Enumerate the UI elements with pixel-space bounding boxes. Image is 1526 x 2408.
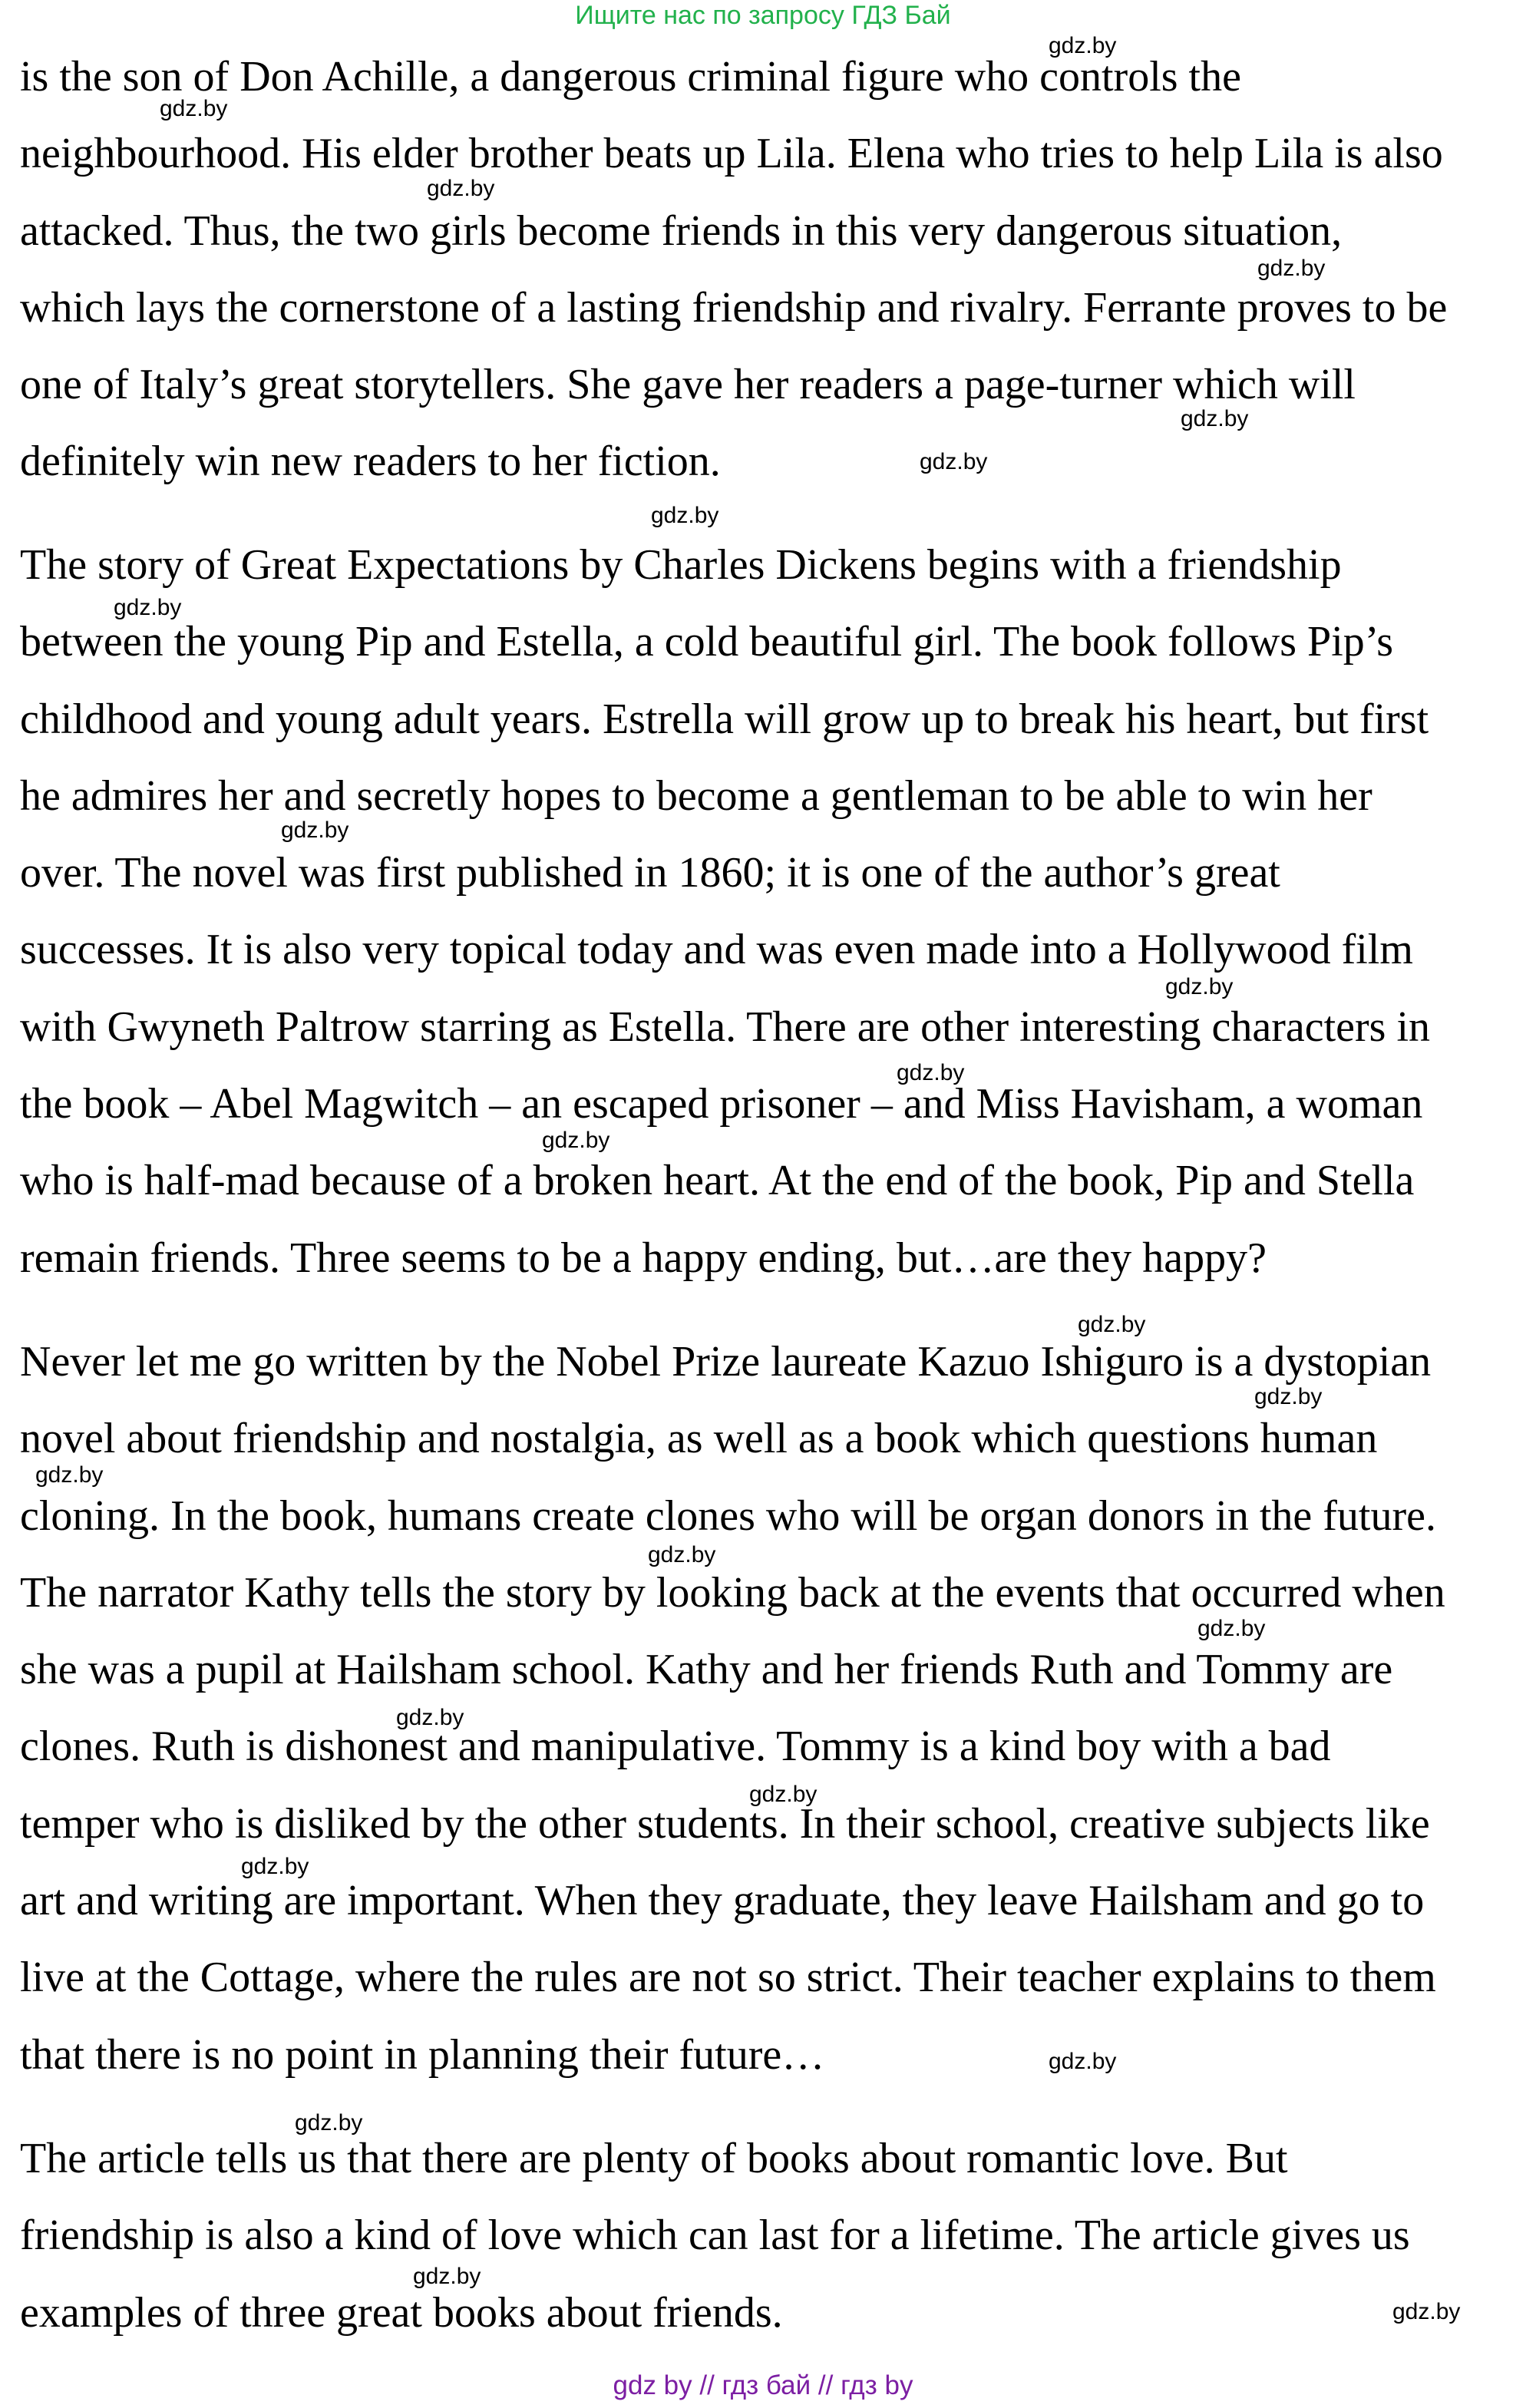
watermark: gdz.by (413, 2264, 481, 2289)
watermark: gdz.by (1254, 1384, 1323, 1409)
text-line: The story of Great Expectations by Charles Dickens begins with a friendship (20, 541, 1342, 589)
watermark: gdz.by (648, 1542, 716, 1567)
text-line: neighbourhood. His elder brother beats up Lila. Elena who tries to help Lila is also (20, 130, 1443, 178)
text-line: novel about friendship and nostalgia, as well as a book which questions human (20, 1415, 1378, 1463)
text-line: clones. Ruth is dishonest and manipulative. Tommy is a kind boy with a bad (20, 1723, 1331, 1771)
text-line: The article tells us that there are plenty of books about romantic love. But (20, 2135, 1288, 2182)
paragraph-dickens (20, 527, 1521, 1296)
text-line: with Gwyneth Paltrow starring as Estella. There are other interesting characters in (20, 1003, 1431, 1051)
text-line: is the son of Don Achille, a dangerous criminal figure who controls the (20, 53, 1241, 101)
text-line: The narrator Kathy tells the story by looking back at the events that occurred when (20, 1568, 1445, 1617)
text-line: childhood and young adult years. Estrella will grow up to break his heart, but first (20, 695, 1429, 743)
text-line: friendship is also a kind of love which can last for a lifetime. The article gives us (20, 2211, 1410, 2260)
text-line: definitely win new readers to her fiction. (20, 438, 721, 486)
watermark: gdz.by (241, 1854, 309, 1879)
watermark: gdz.by (542, 1128, 610, 1153)
text-line: who is half-mad because of a broken heart. At the end of the book, Pip and Stella (20, 1157, 1415, 1205)
paragraph-ishiguro (20, 1323, 1521, 2093)
text-line: temper who is disliked by the other students. In their school, creative subjects like (20, 1799, 1430, 1848)
watermark: gdz.by (1392, 2299, 1461, 2324)
text-line: successes. It is also very topical today and was even made into a Hollywood film (20, 926, 1413, 974)
text-line: one of Italy’s great storytellers. She gave her readers a page-turner which will (20, 361, 1356, 409)
watermark: gdz.by (1197, 1616, 1266, 1641)
watermark: gdz.by (160, 96, 228, 121)
text-line: attacked. Thus, the two girls become friends in this very dangerous situation, (20, 206, 1343, 255)
text-line: between the young Pip and Estella, a cold beautiful girl. The book follows Pip’s (20, 618, 1394, 666)
watermark: gdz.by (1165, 974, 1234, 999)
watermark: gdz.by (1049, 33, 1117, 58)
watermark: gdz.by (749, 1782, 818, 1807)
watermark: gdz.by (1078, 1312, 1146, 1337)
watermark: gdz.by (1257, 256, 1326, 281)
top-banner: Ищите нас по запросу ГДЗ Бай (575, 1, 951, 30)
watermark: gdz.by (920, 449, 988, 474)
text-line: examples of three great books about friends. (20, 2288, 783, 2337)
text-line: the book – Abel Magwitch – an escaped prisoner – and Miss Havisham, a woman (20, 1080, 1423, 1128)
footer-links: gdz by // гдз бай // гдз by (613, 2370, 913, 2400)
text-line: she was a pupil at Hailsham school. Kathy and her friends Ruth and Tommy are (20, 1646, 1393, 1694)
text-line: art and writing are important. When they graduate, they leave Hailsham and go to (20, 1877, 1425, 1925)
text-line: remain friends. Three seems to be a happy ending, but…are they happy? (20, 1234, 1267, 1282)
watermark: gdz.by (1181, 406, 1249, 431)
watermark: gdz.by (295, 2110, 363, 2135)
watermark: gdz.by (651, 503, 719, 528)
watermark: gdz.by (427, 176, 495, 201)
text-line: which lays the cornerstone of a lasting friendship and rivalry. Ferrante proves to be (20, 283, 1448, 332)
paragraph-conclusion (20, 2120, 1521, 2351)
text-line: over. The novel was first published in 1860; it is one of the author’s great (20, 849, 1280, 897)
text-line: that there is no point in planning their future… (20, 2030, 825, 2079)
text-line: cloning. In the book, humans create clones who will be organ donors in the future. (20, 1491, 1436, 1540)
watermark: gdz.by (35, 1462, 104, 1488)
watermark: gdz.by (897, 1060, 965, 1085)
watermark: gdz.by (114, 595, 182, 620)
watermark: gdz.by (396, 1705, 464, 1730)
text-line: Never let me go written by the Nobel Prize laureate Kazuo Ishiguro is a dystopian (20, 1338, 1432, 1386)
text-line: he admires her and secretly hopes to become a gentleman to be able to win her (20, 771, 1372, 820)
text-line: live at the Cottage, where the rules are not so strict. Their teacher explains to them (20, 1954, 1436, 2002)
watermark: gdz.by (1049, 2049, 1117, 2074)
watermark: gdz.by (281, 818, 349, 843)
